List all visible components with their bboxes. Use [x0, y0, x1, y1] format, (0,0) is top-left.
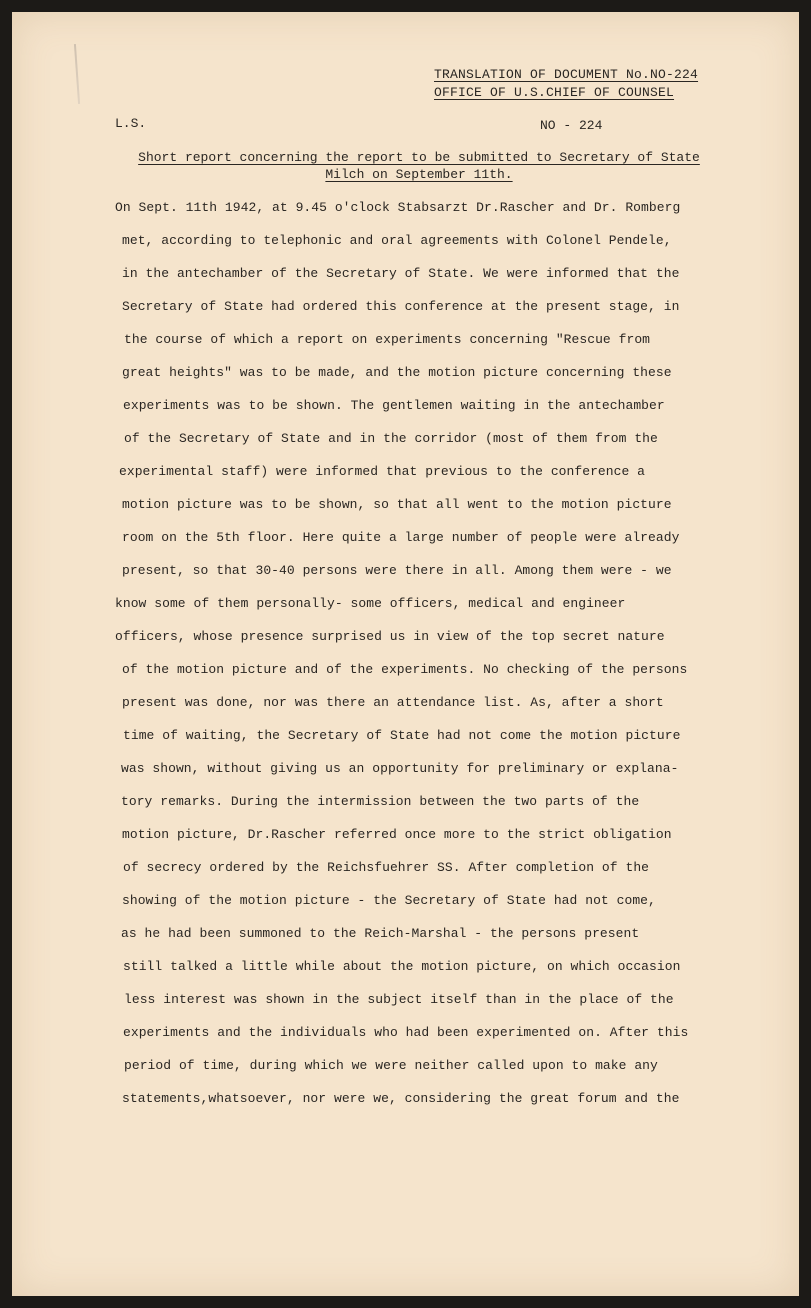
- body-line: officers, whose presence surprised us in view of the top secret nature: [115, 629, 665, 644]
- body-line: experiments and the individuals who had been experimented on. After this: [123, 1025, 689, 1040]
- body-line: tory remarks. During the intermission between the two parts of the: [121, 794, 640, 809]
- body-line: present, so that 30-40 persons were there in all. Among them were - we: [122, 563, 672, 578]
- body-line: still talked a little while about the motion picture, on which occasion: [123, 959, 681, 974]
- report-title-line-1: Short report concerning the report to be submitted to Secretary of State: [138, 150, 700, 165]
- body-line: of the motion picture and of the experiments. No checking of the persons: [122, 662, 688, 677]
- body-line: room on the 5th floor. Here quite a large number of people were already: [122, 530, 680, 545]
- body-line: showing of the motion picture - the Secretary of State had not come,: [122, 893, 656, 908]
- body-line: was shown, without giving us an opportunity for preliminary or explana-: [121, 761, 679, 776]
- body-line: motion picture was to be shown, so that all went to the motion picture: [122, 497, 672, 512]
- body-line: great heights" was to be made, and the motion picture concerning these: [122, 365, 672, 380]
- body-line: motion picture, Dr.Rascher referred once more to the strict obligation: [122, 827, 672, 842]
- pencil-mark: [74, 44, 80, 104]
- body-line: the course of which a report on experiments concerning "Rescue from: [124, 332, 651, 347]
- document-page: [12, 12, 799, 1296]
- body-line: of the Secretary of State and in the corridor (most of them from the: [124, 431, 658, 446]
- body-line: On Sept. 11th 1942, at 9.45 o'clock Stabsarzt Dr.Rascher and Dr. Romberg: [115, 200, 681, 215]
- body-line: met, according to telephonic and oral agreements with Colonel Pendele,: [122, 233, 672, 248]
- body-line: statements,whatsoever, nor were we, considering the great forum and the: [122, 1091, 680, 1106]
- body-line: time of waiting, the Secretary of State had not come the motion picture: [123, 728, 681, 743]
- initials: L.S.: [115, 116, 147, 131]
- body-line: less interest was shown in the subject itself than in the place of the: [124, 992, 674, 1007]
- body-line: experimental staff) were informed that previous to the conference a: [119, 464, 646, 479]
- body-line: experiments was to be shown. The gentlemen waiting in the antechamber: [123, 398, 665, 413]
- document-number: NO - 224: [540, 118, 603, 133]
- body-line: present was done, nor was there an attendance list. As, after a short: [122, 695, 664, 710]
- body-line: Secretary of State had ordered this conference at the present stage, in: [122, 299, 680, 314]
- body-line: of secrecy ordered by the Reichsfuehrer SS. After completion of the: [123, 860, 650, 875]
- office-header: OFFICE OF U.S.CHIEF OF COUNSEL: [434, 85, 675, 100]
- body-line: period of time, during which we were neither called upon to make any: [124, 1058, 658, 1073]
- body-line: in the antechamber of the Secretary of State. We were informed that the: [122, 266, 680, 281]
- body-line: as he had been summoned to the Reich-Marshal - the persons present: [121, 926, 640, 941]
- body-line: know some of them personally- some officers, medical and engineer: [115, 596, 626, 611]
- report-title-line-2: Milch on September 11th.: [325, 167, 513, 182]
- translation-header: TRANSLATION OF DOCUMENT No.NO-224: [434, 67, 699, 82]
